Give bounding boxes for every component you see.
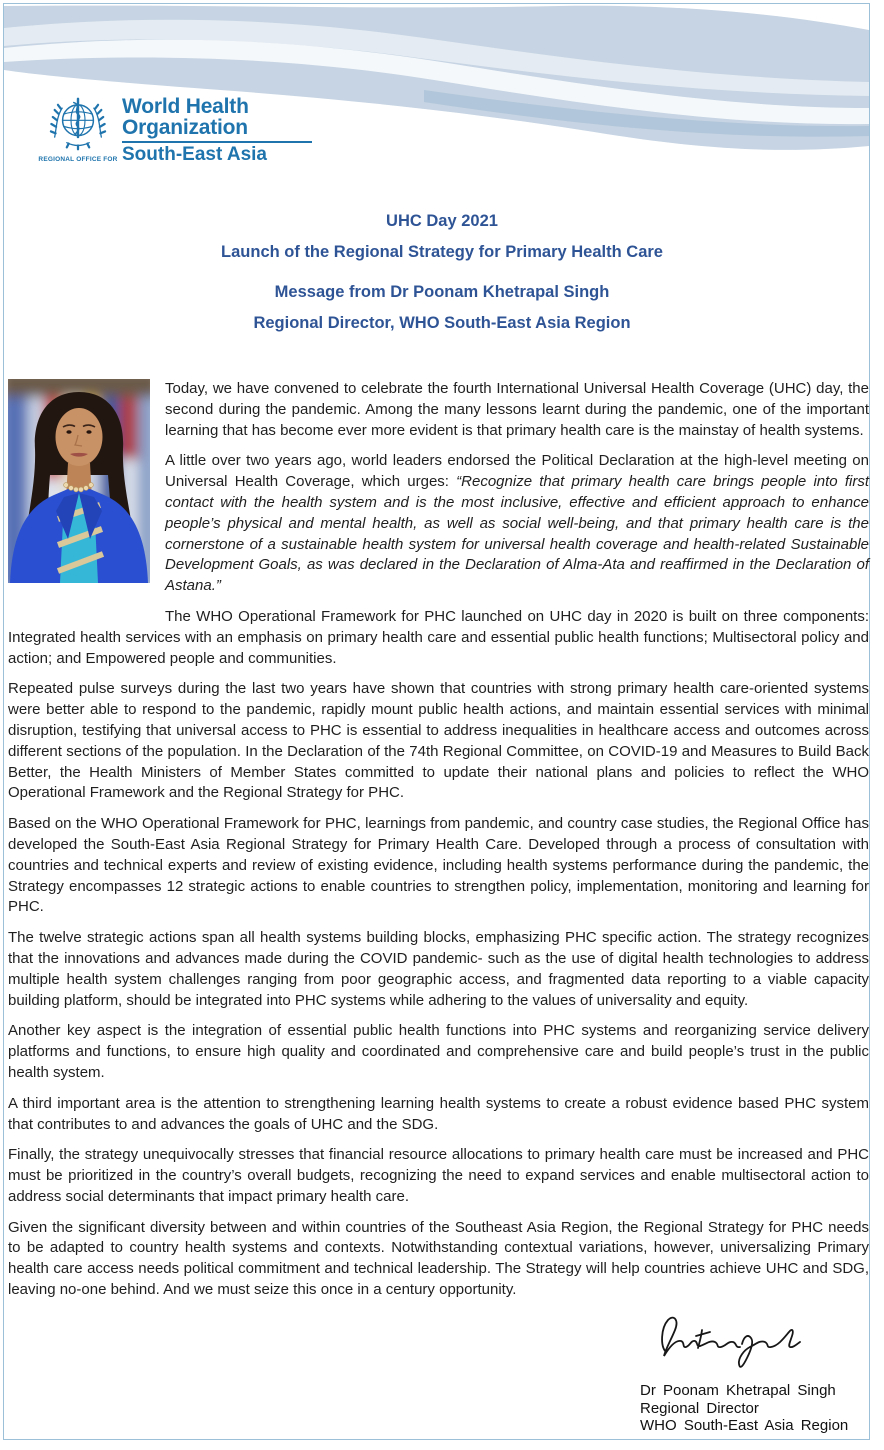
title-block (0, 206, 884, 339)
signatory-title: Regional Director (640, 1399, 759, 1417)
paragraph-7: Another key aspect is the integration of essential public health functions into PHC systems and reorganizing service delivery platforms and functions, to ensure high quality and coordinated and comprehensive care and build people’s trust in the public health system. (8, 1022, 869, 1081)
signatory-org: WHO South-East Asia Region (640, 1417, 849, 1435)
logo-office-name: South-East Asia (122, 144, 267, 165)
logo-org-line2: Organization (122, 116, 248, 139)
document-subtitle: Launch of the Regional Strategy for Primary Health Care (221, 243, 663, 261)
paragraph-4: Repeated pulse surveys during the last two years have shown that countries with strong primary health care-oriented systems were better able to respond to the pandemic, rapidly mount public health actions, and maintain essential services with minimal disruption, testifying that universal access to PHC is essential to address inequalities in healthcare access and outcomes across different sections of the population. In the Declaration of the 74th Regional Committee, on COVID-19 and Measures to Build Back Better, the Health Ministers of Member States committed to update their national plans and policies to reflect the WHO Operational Framework and the Regional Strategy for PHC. (8, 680, 869, 802)
who-emblem-icon (48, 96, 108, 152)
paragraph-5: Based on the WHO Operational Framework for PHC, learnings from pandemic, and country case studies, the Regional Office has developed the South-East Asia Regional Strategy for Primary Health Care. Developed through a process of consultation with countries and technical experts and review of existing evidence, including health systems performance during the pandemic, the Strategy encompasses 12 strategic actions to enable countries to strengthen policy, implementation, monitoring and learning for PHC. (8, 815, 869, 916)
document-title: UHC Day 2021 (386, 212, 498, 230)
paragraph-1: Today, we have convened to celebrate the fourth International Universal Health Coverage (UHC) day, the second during the pandemic. Among the many lessons learnt during the pandemic, one of the important learning that has become ever more evident is that primary health care is the mainstay of health systems. (165, 380, 869, 439)
logo-divider (122, 141, 312, 143)
signature-block (640, 1306, 875, 1435)
paragraph-10: Given the significant diversity between and within countries of the Southeast Asia Region, the Regional Strategy for PHC needs to be adapted to country health systems and contexts. Notwithstanding contextual variations, however, universalizing Primary health care access needs political commitment and technical leadership. The Strategy will help countries achieve UHC and SDG, leaving no-one behind. And we must seize this once in a century opportunity. (8, 1218, 869, 1299)
signatory-name: Dr Poonam Khetrapal Singh (640, 1382, 836, 1399)
quoted-declaration-text: “Recognize that primary health care brings people into first contact with the health system and is the most inclusive, effective and efficient approach to enhance people’s physical and mental health, as well as social well-being, and that primary health care is the cornerstone of a sustainable health system for universal health coverage and health-related Sustainable Development Goals, as was declared in the Declaration of Alma-Ata and reaffirmed in the Declaration of Astana.” (165, 473, 870, 595)
paragraph-6: The twelve strategic actions span all health systems building blocks, emphasizing PHC specific action. The strategy recognizes that the innovations and advances made during the COVID pandemic- such as the use of digital health technologies to address multiple health system challenges ranging from poor geographic access, and fragmented data reporting to a viable capacity building platform, should be integrated into PHC systems while adhering to the values of universality and equity. (8, 929, 869, 1009)
handwritten-signature (652, 1306, 812, 1376)
paragraph-9: Finally, the strategy unequivocally stresses that financial resource allocations to primary health care must be increased and PHC must be prioritized in the country’s overall budgets, recognizing the need to expand services and enable multisectoral action to address social determinants that impact primary health care. (8, 1146, 869, 1205)
message-from-line: Message from Dr Poonam Khetrapal Singh (274, 283, 610, 301)
paragraph-2: A little over two years ago, world leaders endorsed the Political Declaration at the high-level meeting on Universal Health Coverage, which urges: “Recognize that primary health care brings people into first contact with the health system and is the most inclusive, effective and efficient approach to enhance people’s physical and mental health, as well as social well-being, and that primary health care is the cornerstone of a sustainable health system for universal health coverage and health-related Sustainable Development Goals, as was declared in the Declaration of Alma-Ata and reaffirmed in the Declaration of Astana.” (165, 452, 870, 595)
who-logo (38, 95, 312, 165)
letter-body (8, 379, 869, 1311)
logo-org-line1: World Health (122, 95, 249, 118)
paragraph-3: The WHO Operational Framework for PHC launched on UHC day in 2020 is built on three components: Integrated health services with an emphasis on primary health care and essential public health functions; Multisectoral policy and action; and Empowered people and communities. (8, 607, 869, 667)
paragraph-8: A third important area is the attention to strengthening learning health systems to create a robust evidence based PHC system that contributes to and advances the goals of UHC and the SDG. (8, 1094, 869, 1133)
logo-office-prefix: REGIONAL OFFICE FOR (38, 156, 118, 163)
text-beside-photo (165, 379, 869, 597)
message-role-line: Regional Director, WHO South-East Asia Region (253, 314, 631, 332)
